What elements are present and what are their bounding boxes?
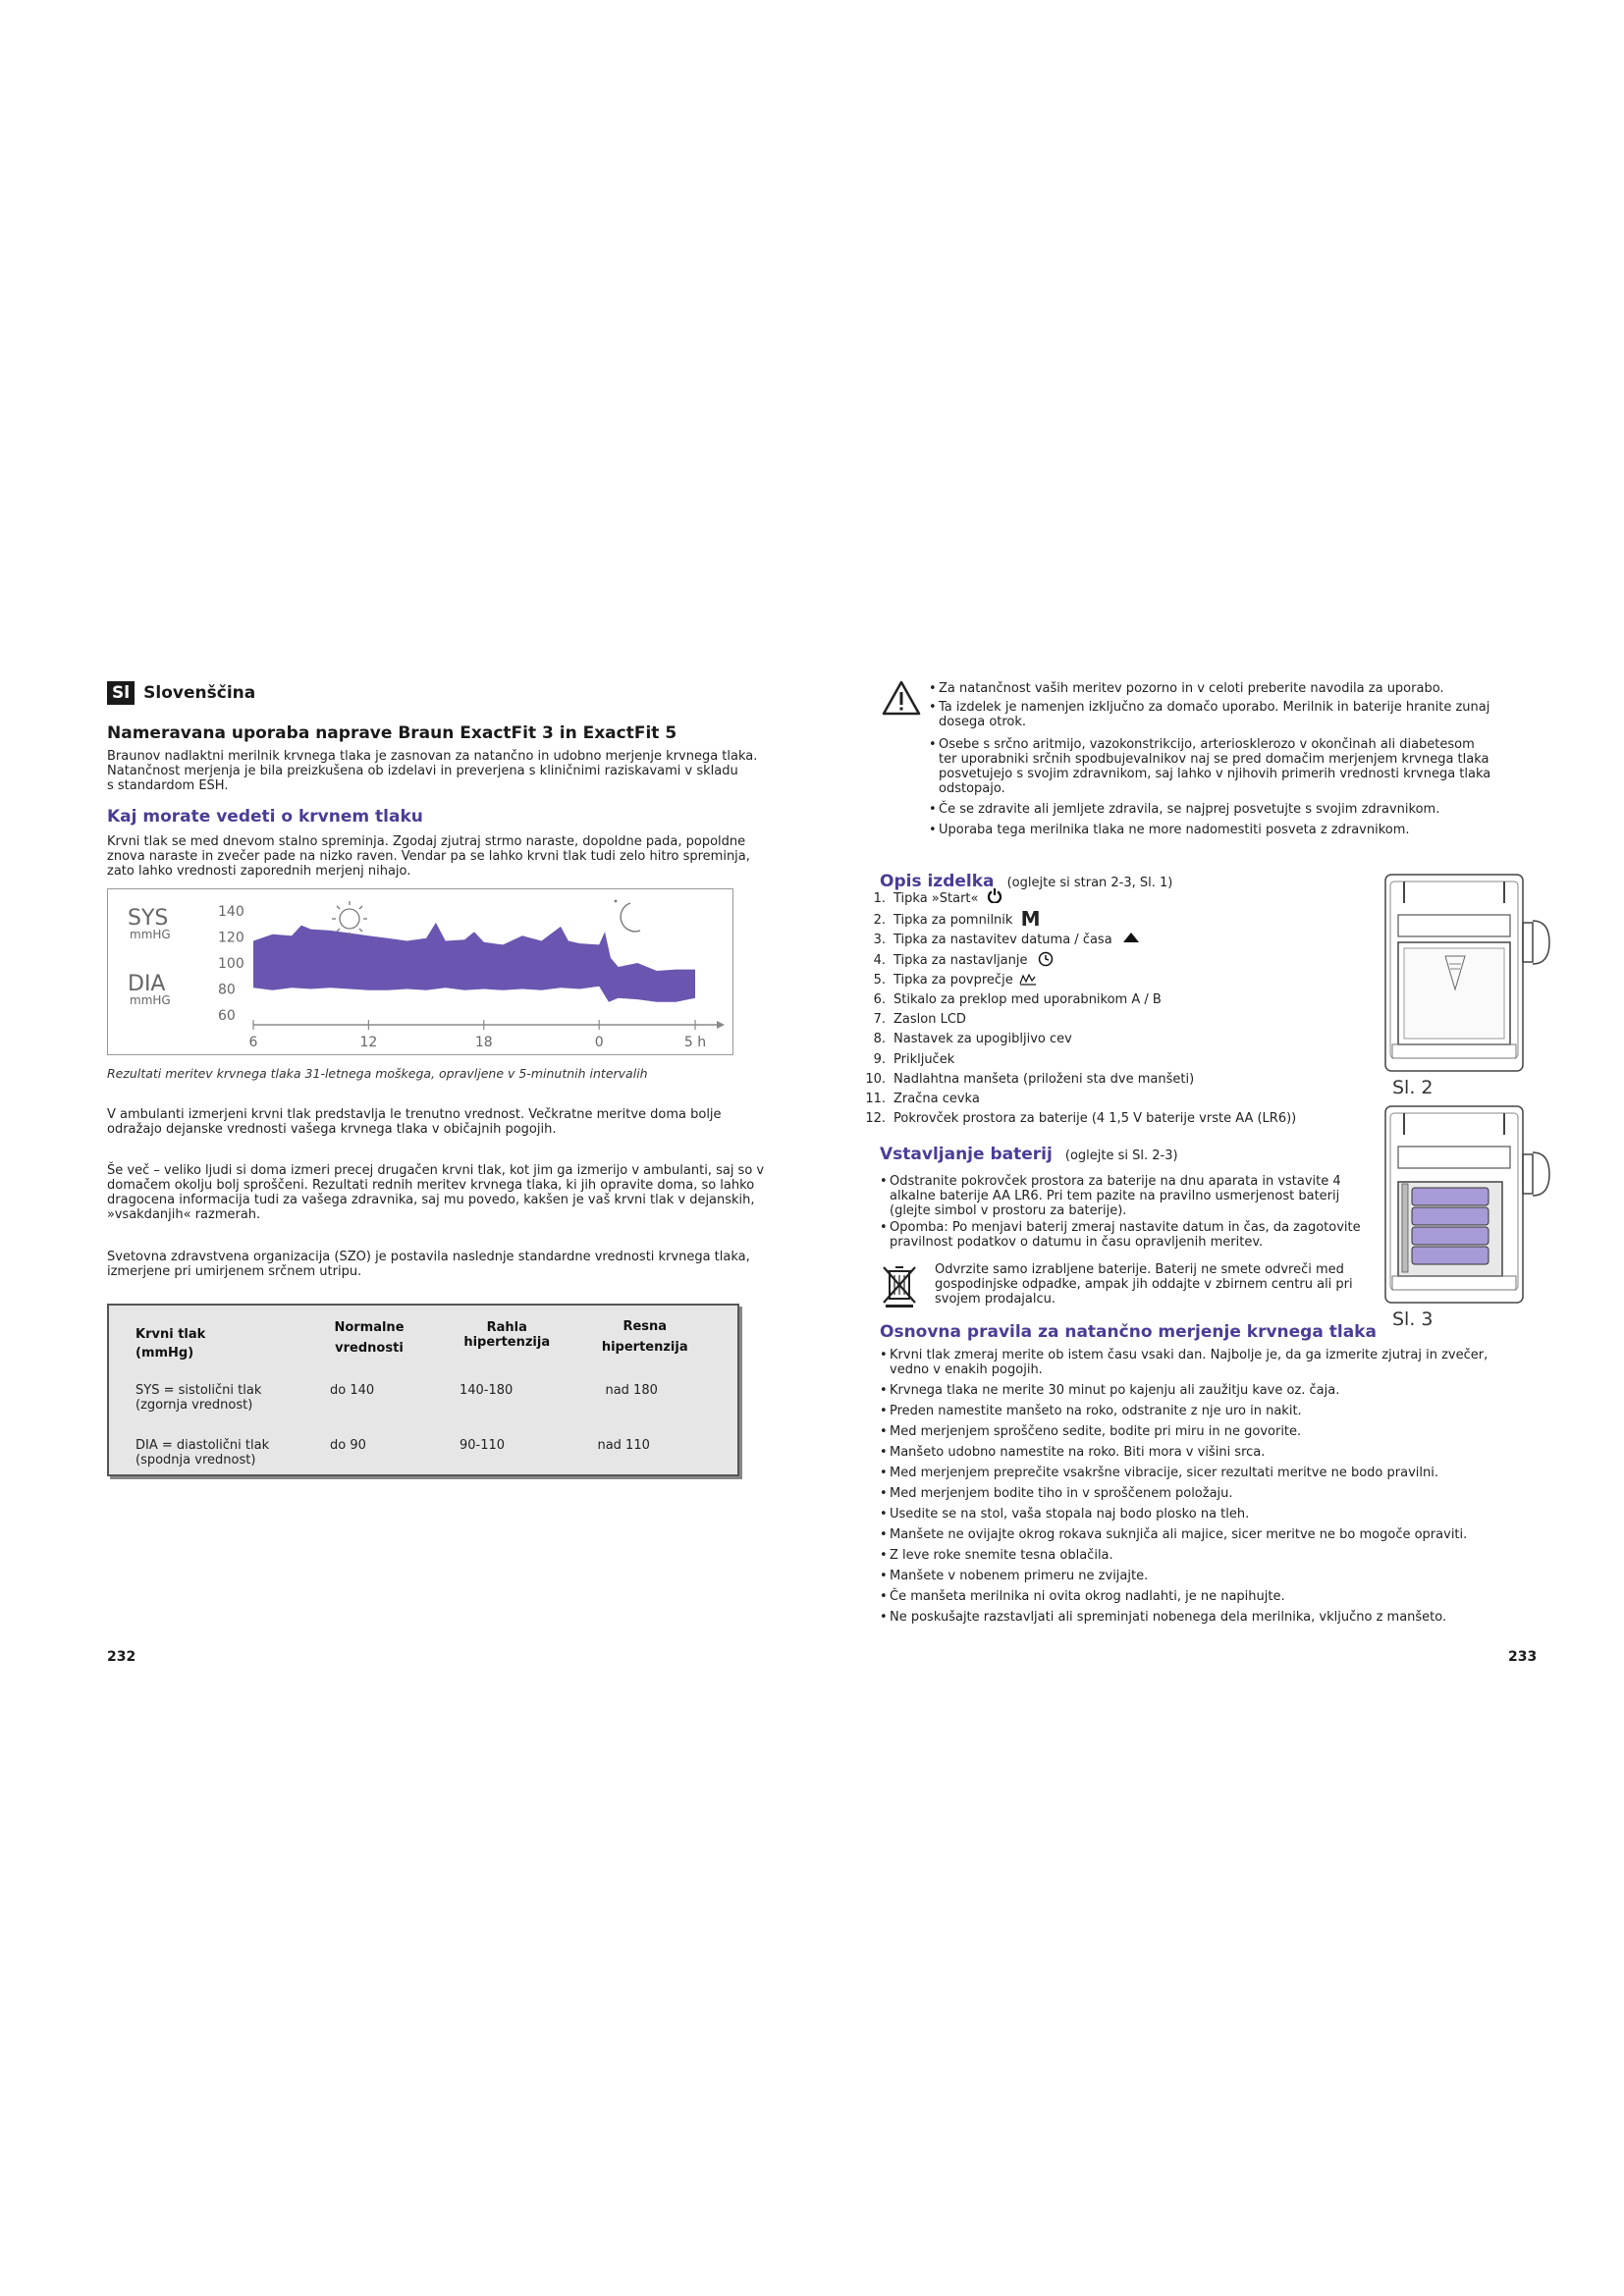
x-tick-label: 18 <box>474 1035 493 1050</box>
list-item: • Osebe s srčno aritmijo, vazokonstrikcijo, arteriosklerozo v okončinah ali diabetesom ter uporabniki srčnih spodbujevalnikov naj se pred domačim merjenjem krvnega tlaka posvetujejo s svojim zdravnikom, saj lahko v njihovih primerih vrednosti krvnega tlaka odstopajo. <box>929 737 1538 796</box>
text-line: s standardom ESH. <box>107 778 229 793</box>
table-cell: do 90 <box>329 1438 366 1453</box>
list-item: • Preden namestite manšeto na roko, odstranite z nje uro in nakit. <box>880 1404 1547 1418</box>
memory-icon: M <box>1020 907 1041 932</box>
x-tick-label: 0 <box>594 1035 604 1050</box>
list-item: 11. Zračna cevka <box>865 1092 980 1107</box>
list-item: • Med merjenjem sproščeno sedite, bodite pri miru in ne govorite. <box>880 1424 1547 1439</box>
list-item: • Manšeto udobno namestite na roko. Biti mora v višini srca. <box>880 1445 1547 1460</box>
disposal-text <box>935 1262 1353 1307</box>
table-header-row <box>135 1319 714 1362</box>
table-row <box>135 1362 714 1416</box>
x-tick-label: 12 <box>359 1035 378 1050</box>
product-parts-list <box>860 887 1296 1129</box>
y-tick-label: 80 <box>218 982 236 998</box>
text-line: Svetovna zdravstvena organizacija (SZO) je postavila naslednje standardne vrednosti krvnega tlaka, <box>107 1250 750 1264</box>
text-line: Še več – veliko ljudi si doma izmeri precej drugačen krvni tlak, kot jim ga izmerijo v ambulanti, saj so v <box>107 1163 765 1178</box>
text-line: Natančnost merjenja je bila preizkušena ob izdelavi in preverjena s kliničnimi raziskavami v skladu <box>107 764 738 778</box>
list-item: 2. Tipka za pomnilnik M <box>873 907 1041 932</box>
table-cell: DIA = diastolični tlak (spodnja vrednost) <box>135 1438 270 1468</box>
figure-3 <box>1384 1105 1553 1307</box>
list-item: 8. Nastavek za upogibljivo cev <box>873 1032 1072 1047</box>
figure-2 <box>1384 874 1553 1075</box>
text-line: odražajo dejanske vrednosti vašega krvnega tlaka v običajnih pogojih. <box>107 1122 557 1137</box>
rules-list <box>880 1348 1547 1625</box>
table-header-cell: Resna hipertenzija <box>601 1319 688 1355</box>
text-line: izmerjene pri umirjenem srčnem utripu. <box>107 1264 362 1279</box>
blood-pressure-paragraph <box>107 834 750 879</box>
list-item: 1. Tipka »Start« <box>860 887 1296 909</box>
paragraph-home-measurement <box>107 1163 764 1222</box>
who-bp-table <box>107 1304 739 1476</box>
table-cell: 90-110 <box>459 1438 506 1453</box>
list-item: • Med merjenjem bodite tiho in v sproščenem položaju. <box>880 1486 1547 1501</box>
table-header-cell: Normalne vrednosti <box>334 1320 405 1356</box>
table-cell: SYS = sistolični tlak (zgornja vrednost) <box>135 1383 262 1413</box>
clock-icon <box>1038 951 1054 967</box>
list-item: • Ne poskušajte razstavljati ali spreminjati nobenega dela merilnika, vključno z manšeto. <box>880 1610 1547 1625</box>
list-item: 3. Tipka za nastavitev datuma / časa <box>860 931 1296 950</box>
dia-unit: mmHG <box>130 993 171 1007</box>
list-item: • Za natančnost vaših meritev pozorno in v celoti preberite navodila za uporabo. <box>929 681 1538 696</box>
lang-badge: Sl <box>107 681 135 705</box>
table-header-cell: Krvni tlak (mmHg) <box>135 1327 206 1361</box>
table-row <box>135 1416 714 1468</box>
text-line: dragocena informacija tudi za vašega zdravnika, saj mu povedo, kakšen je vaš krvni tlak v dejanskih, <box>107 1193 755 1207</box>
list-item: • Manšete ne ovijajte okrog rokava suknjiča ali majice, sicer meritve ne bo mogoče opraviti. <box>880 1527 1547 1542</box>
table-cell: nad 110 <box>597 1438 650 1453</box>
bp-chart-svg <box>108 889 732 1054</box>
text-line: Odvrzite samo izrabljene baterije. Baterij ne smete odvreči med <box>935 1262 1344 1277</box>
x-tick-label: 6 <box>248 1035 258 1050</box>
list-item: 4. Tipka za nastavljanje <box>860 951 1296 971</box>
warning-list <box>929 681 1538 837</box>
text-line: zato lahko vrednosti zaporednih merjenj nihajo. <box>107 864 411 879</box>
opis-hint: (oglejte si stran 2-3, Sl. 1) <box>1006 876 1173 890</box>
section-title-rules: Osnovna pravila za natančno merjenje krvnega tlaka <box>880 1322 1377 1342</box>
list-item: • Uporaba tega merilnika tlaka ne more nadomestiti posveta z zdravnikom. <box>929 823 1538 837</box>
table-cell: 140-180 <box>459 1383 514 1398</box>
list-item: • Če manšeta merilnika ni ovita okrog nadlahti, je ne napihujte. <box>880 1589 1547 1604</box>
list-item: 9. Priključek <box>873 1051 955 1067</box>
y-tick-label: 60 <box>218 1008 236 1024</box>
paragraph-who <box>107 1250 750 1279</box>
sun-icon <box>332 901 367 936</box>
list-item: • Manšete v nobenem primeru ne zvijajte. <box>880 1569 1547 1583</box>
table-cell: nad 180 <box>605 1383 658 1398</box>
warning-icon <box>882 680 921 720</box>
triangle-up-icon <box>1122 932 1140 943</box>
paragraph-ambulance <box>107 1107 722 1137</box>
batteries-title: Vstavljanje baterij <box>880 1145 1053 1164</box>
text-line: znova naraste in zvečer pade na nizko raven. Vendar pa se lahko krvni tlak tudi zelo hitro spreminja, <box>107 849 750 864</box>
list-item: • Usedite se na stol, vaša stopala naj bodo plosko na tleh. <box>880 1507 1547 1522</box>
list-item: • Z leve roke snemite tesna oblačila. <box>880 1548 1547 1563</box>
intro-paragraph <box>107 749 757 793</box>
list-item: • Če se zdravite ali jemljete zdravila, se najprej posvetujte s svojim zdravnikom. <box>929 802 1538 817</box>
power-icon <box>987 887 1002 903</box>
list-item: 5. Tipka za povprečje <box>860 971 1296 990</box>
bp-range-band <box>253 923 695 1002</box>
section-title-blood-pressure: Kaj morate vedeti o krvnem tlaku <box>107 807 423 827</box>
bp-daily-chart <box>107 888 733 1055</box>
moon-icon <box>615 900 640 932</box>
list-item: • Opomba: Po menjavi baterij zmeraj nastavite datum in čas, da zagotovite pravilnost podatkov o datumu in času opravljenih meritev. <box>880 1220 1371 1250</box>
sys-label: SYS <box>128 906 169 931</box>
text-line: domačem okolju bolj sproščeni. Rezultati rednih meritev krvnega tlaka, ki jih opravite doma, so lahko <box>107 1178 755 1193</box>
lang-header <box>107 681 255 705</box>
dia-label: DIA <box>128 972 166 996</box>
text-line: V ambulanti izmerjeni krvni tlak predstavlja le trenutno vrednost. Večkratne meritve doma bolje <box>107 1107 722 1122</box>
list-item: • Krvnega tlaka ne merite 30 minut po kajenju ali zaužitju kave oz. čaja. <box>880 1383 1547 1398</box>
list-item: 10. Nadlahtna manšeta (priloženi sta dve manšeti) <box>865 1071 1195 1087</box>
crossed-bin-icon <box>880 1263 919 1312</box>
page-number-left: 232 <box>107 1649 136 1665</box>
table-cell: do 140 <box>329 1383 375 1398</box>
section-title-batteries <box>880 1145 1178 1164</box>
opis-title: Opis izdelka <box>880 872 995 891</box>
list-item: 7. Zaslon LCD <box>873 1012 966 1028</box>
list-item: • Ta izdelek je namenjen izključno za domačo uporabo. Merilnik in baterije hranite zunaj dosega otrok. <box>929 700 1538 729</box>
figure-2-label: Sl. 2 <box>1392 1077 1434 1098</box>
text-line: Braunov nadlaktni merilnik krvnega tlaka je zasnovan za natančno in udobno merjenje krvnega tlaka. <box>107 749 758 764</box>
page-heading: Nameravana uporaba naprave Braun ExactFit 3 in ExactFit 5 <box>107 723 677 743</box>
batteries-hint: (oglejte si Sl. 2-3) <box>1064 1148 1178 1163</box>
list-item: 12. Pokrovček prostora za baterije (4 1,5 V baterije vrste AA (LR6)) <box>865 1111 1297 1127</box>
list-item: 6. Stikalo za preklop med uporabnikom A / B <box>873 992 1162 1008</box>
battery-list <box>880 1174 1371 1250</box>
list-item: • Med merjenjem preprečite vsakršne vibracije, sicer rezultati meritve ne bodo pravilni. <box>880 1466 1547 1480</box>
lang-title: Slovenščina <box>143 683 256 703</box>
list-item: • Krvni tlak zmeraj merite ob istem času vsaki dan. Najbolje je, da ga izmerite zjutraj in zvečer, vedno v enakih pogojih. <box>880 1348 1547 1377</box>
x-axis-arrow <box>717 1021 725 1029</box>
text-line: Krvni tlak se med dnevom stalno spreminja. Zgodaj zjutraj strmo naraste, dopoldne pada, popoldne <box>107 834 746 849</box>
y-tick-label: 140 <box>218 904 244 920</box>
average-icon <box>1019 972 1037 986</box>
sys-unit: mmHG <box>130 928 171 941</box>
x-tick-label: 5 h <box>683 1035 707 1050</box>
figure-3-label: Sl. 3 <box>1392 1308 1434 1330</box>
chart-caption: Rezultati meritev krvnega tlaka 31-letnega moškega, opravljene v 5-minutnih intervalih <box>107 1066 648 1081</box>
text-line: »vsakdanjih« razmerah. <box>107 1207 261 1222</box>
text-line: svojem prodajalcu. <box>935 1292 1056 1307</box>
y-tick-label: 120 <box>218 930 244 946</box>
table-header-cell: Rahla hipertenzija <box>463 1320 551 1350</box>
y-tick-label: 100 <box>218 956 244 972</box>
list-item: • Odstranite pokrovček prostora za baterije na dnu aparata in vstavite 4 alkalne baterije AA LR6. Pri tem pazite na pravilno usmerjenost baterij (glejte simbol v prostoru za baterije). <box>880 1174 1371 1218</box>
page-number-right: 233 <box>1508 1649 1538 1665</box>
text-line: gospodinjske odpadke, ampak jih oddajte v zbirnem centru ali pri <box>935 1277 1353 1292</box>
